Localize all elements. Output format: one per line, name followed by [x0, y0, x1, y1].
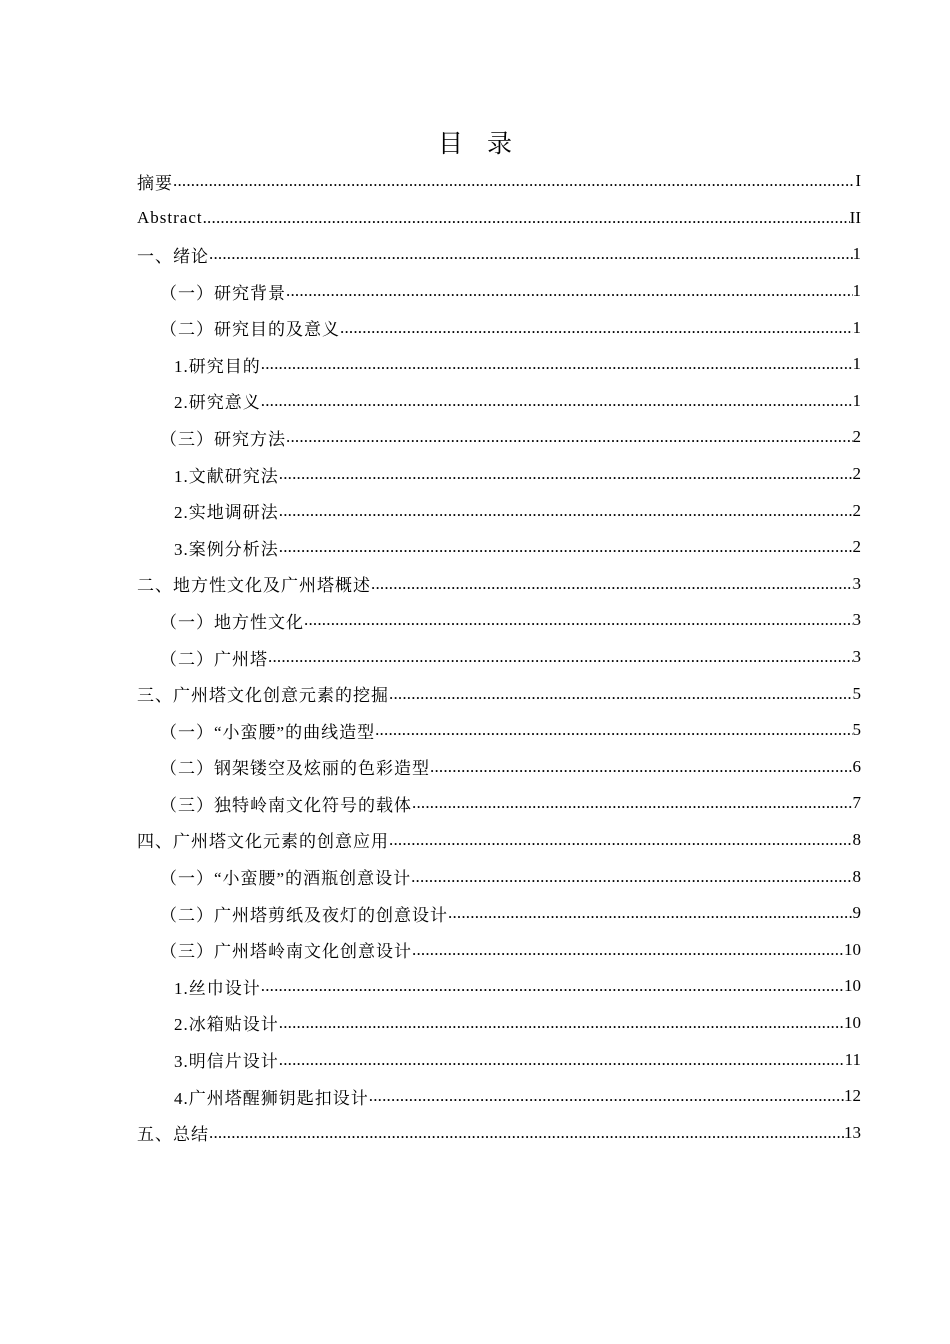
toc-entry-label: （二）广州塔: [160, 649, 268, 669]
toc-leader-dots: [209, 1123, 844, 1143]
toc-entry[interactable]: [137, 492, 861, 529]
toc-entry-label: 二、地方性文化及广州塔概述: [137, 576, 371, 596]
toc-entry-label: 一、绪论: [137, 246, 209, 266]
toc-entry[interactable]: [137, 858, 861, 895]
toc-entry[interactable]: [137, 566, 861, 603]
toc-leader-dots: [261, 391, 853, 411]
toc-entry[interactable]: [137, 236, 861, 273]
toc-entry-page: 12: [844, 1086, 861, 1106]
toc-leader-dots: [371, 574, 853, 594]
toc-entry[interactable]: [137, 931, 861, 968]
toc-entry[interactable]: [137, 749, 861, 786]
toc-entry-page: 2: [852, 464, 861, 484]
toc-leader-dots: [173, 171, 855, 191]
toc-entry-label: （一）“小蛮腰”的酒瓶创意设计: [160, 869, 412, 889]
toc-entry-page: 10: [844, 939, 861, 959]
toc-entry-page: 1: [852, 390, 861, 410]
toc-entry-page: 10: [844, 1012, 861, 1032]
toc-entry[interactable]: [137, 309, 861, 346]
toc-leader-dots: [279, 1013, 844, 1033]
toc-entry[interactable]: [137, 712, 861, 749]
toc-entry-page: 10: [844, 976, 861, 996]
toc-entry[interactable]: [137, 639, 861, 676]
toc-entry-label: 2.研究意义: [174, 393, 261, 413]
toc-entry-label: 2.实地调研法: [174, 503, 279, 523]
toc-entry[interactable]: [137, 895, 861, 932]
toc-leader-dots: [286, 281, 853, 301]
toc-entry-page: 11: [844, 1049, 861, 1069]
toc-entry-page: 1: [852, 281, 861, 301]
toc-entry-page: 8: [852, 829, 861, 849]
toc-entry[interactable]: [137, 822, 861, 859]
toc-leader-dots: [279, 1050, 845, 1070]
toc-leader-dots: [412, 793, 853, 813]
toc-entry-page: 13: [844, 1122, 861, 1142]
toc-entry[interactable]: [137, 602, 861, 639]
toc-entry[interactable]: [137, 785, 861, 822]
toc-entry-page: 8: [852, 866, 861, 886]
toc-entry-page: 3: [852, 610, 861, 630]
toc-entry-label: （二）钢架镂空及炫丽的色彩造型: [160, 759, 430, 779]
toc-entry-label: 2.冰箱贴设计: [174, 1015, 279, 1035]
toc-leader-dots: [411, 867, 852, 887]
toc-entry[interactable]: [137, 1005, 861, 1042]
toc-leader-dots: [448, 903, 853, 923]
toc-entry-label: （三）研究方法: [160, 429, 286, 449]
toc-leader-dots: [279, 464, 853, 484]
toc-leader-dots: [279, 537, 853, 557]
toc-entry-page: 2: [852, 500, 861, 520]
toc-entry-label: 3.明信片设计: [174, 1052, 279, 1072]
toc-entry-page: 3: [852, 647, 861, 667]
page-title: 目 录: [438, 129, 520, 158]
toc-entry[interactable]: [137, 163, 861, 200]
toc-entry-page: 6: [852, 756, 861, 776]
toc-entry[interactable]: [137, 456, 861, 493]
toc-entry-page: 5: [852, 683, 861, 703]
toc-entry-page: 5: [852, 720, 861, 740]
toc-entry[interactable]: [137, 675, 861, 712]
toc-leader-dots: [389, 684, 853, 704]
toc-entry-label: （二）广州塔剪纸及夜灯的创意设计: [160, 905, 448, 925]
toc-entry-page: 9: [852, 903, 861, 923]
toc-leader-dots: [430, 757, 853, 777]
toc-entry-label: 4.广州塔醒狮钥匙扣设计: [174, 1088, 369, 1108]
toc-entry-page: 2: [852, 427, 861, 447]
toc-entry-label: （三）独特岭南文化符号的载体: [160, 795, 412, 815]
toc-leader-dots: [304, 610, 853, 630]
toc-entry-page: 2: [852, 537, 861, 557]
toc-entry-label: 五、总结: [137, 1125, 209, 1145]
toc-entry-label: 3.案例分析法: [174, 539, 279, 559]
toc-entry[interactable]: [137, 1114, 861, 1151]
toc-entry[interactable]: [137, 968, 861, 1005]
toc-leader-dots: [261, 354, 853, 374]
toc-leader-dots: [279, 501, 853, 521]
toc-entry-label: 1.丝巾设计: [174, 978, 261, 998]
toc-entry-page: 1: [852, 354, 861, 374]
toc-entry[interactable]: [137, 529, 861, 566]
toc-entry[interactable]: [137, 419, 861, 456]
toc-entry-label: （一）地方性文化: [160, 612, 304, 632]
toc-entry-page: 1: [852, 317, 861, 337]
toc-entry-label: 摘要: [137, 173, 173, 193]
toc-leader-dots: [286, 427, 853, 447]
toc-entry[interactable]: [137, 383, 861, 420]
toc-entry[interactable]: [137, 1041, 861, 1078]
toc-entry-label: 1.文献研究法: [174, 466, 279, 486]
toc-entry[interactable]: [137, 273, 861, 310]
toc-entry-label: Abstract: [137, 207, 203, 227]
toc-entry-page: 7: [852, 793, 861, 813]
table-of-contents: [137, 163, 861, 1151]
toc-entry-label: 四、广州塔文化元素的创意应用: [137, 832, 389, 852]
toc-entry[interactable]: [137, 200, 861, 237]
toc-leader-dots: [375, 720, 852, 740]
toc-leader-dots: [261, 976, 844, 996]
toc-entry-page: II: [849, 207, 861, 227]
toc-leader-dots: [203, 208, 850, 228]
toc-entry-label: （二）研究目的及意义: [160, 320, 340, 340]
toc-entry[interactable]: [137, 1078, 861, 1115]
toc-leader-dots: [389, 830, 853, 850]
toc-entry-page: I: [855, 171, 861, 191]
toc-entry-label: （一）“小蛮腰”的曲线造型: [160, 722, 376, 742]
toc-entry[interactable]: [137, 346, 861, 383]
toc-entry-page: 1: [852, 244, 861, 264]
toc-leader-dots: [209, 244, 853, 264]
toc-leader-dots: [340, 318, 853, 338]
toc-entry-label: 三、广州塔文化创意元素的挖掘: [137, 686, 389, 706]
toc-entry-label: （一）研究背景: [160, 283, 286, 303]
toc-leader-dots: [369, 1086, 844, 1106]
toc-leader-dots: [412, 940, 844, 960]
toc-leader-dots: [268, 647, 853, 667]
toc-entry-page: 3: [852, 573, 861, 593]
toc-entry-label: 1.研究目的: [174, 356, 261, 376]
toc-entry-label: （三）广州塔岭南文化创意设计: [160, 942, 412, 962]
